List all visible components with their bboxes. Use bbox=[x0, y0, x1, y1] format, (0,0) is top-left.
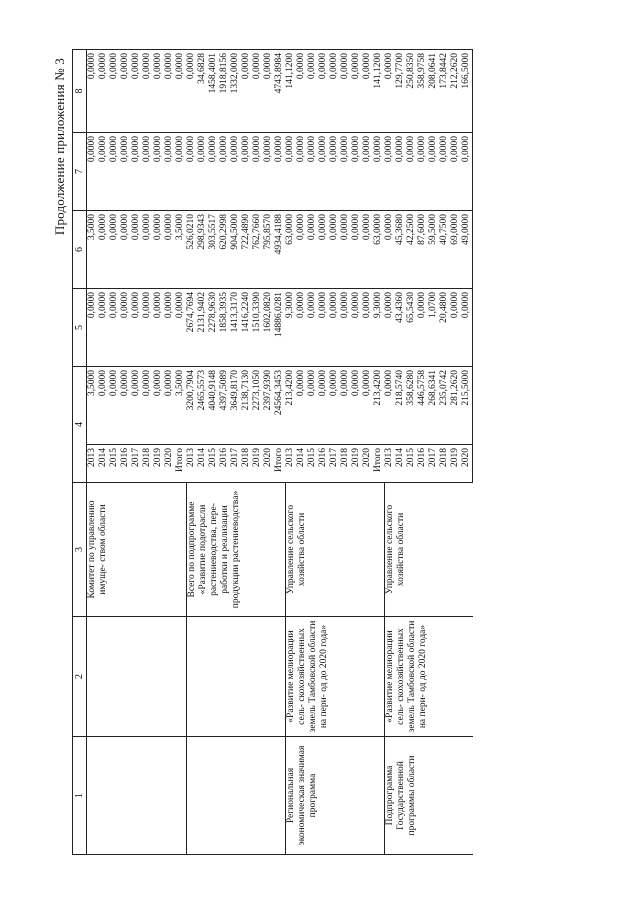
amount-cell: 0,0000 bbox=[296, 367, 307, 445]
amount-cell: 303,5517 bbox=[208, 211, 219, 289]
amount-cell: 166,5000 bbox=[461, 50, 473, 133]
year-cell: 2013 bbox=[285, 445, 296, 483]
amount-cell: 2273,1050 bbox=[252, 367, 263, 445]
amount-cell: 0,0000 bbox=[340, 50, 351, 133]
amount-cell: 0,0000 bbox=[98, 211, 109, 289]
amount-cell: 129,7700 bbox=[395, 50, 406, 133]
year-cell: 2016 bbox=[417, 445, 428, 483]
amount-cell: 0,0000 bbox=[329, 211, 340, 289]
amount-cell: 0,0000 bbox=[340, 367, 351, 445]
amount-cell: 0,0000 bbox=[318, 367, 329, 445]
year-cell: 2017 bbox=[428, 445, 439, 483]
amount-cell: 0,0000 bbox=[164, 133, 175, 211]
year-cell: 2015 bbox=[109, 445, 120, 483]
amount-cell: 0,0000 bbox=[164, 50, 175, 133]
amount-cell: 0,0000 bbox=[428, 133, 439, 211]
amount-cell: 0,0000 bbox=[164, 367, 175, 445]
amount-cell: 0,0000 bbox=[417, 133, 428, 211]
program-name-cell: «Развитие мелиорации сель- скохозяйственных земель Тамбовской области на пери- од до 2020 года» bbox=[285, 617, 384, 737]
amount-cell: 3,5000 bbox=[87, 367, 99, 445]
amount-cell: 1602,0820 bbox=[263, 289, 274, 367]
amount-cell: 0,0000 bbox=[230, 133, 241, 211]
amount-cell: 0,0000 bbox=[384, 289, 395, 367]
amount-cell: 298,9343 bbox=[197, 211, 208, 289]
amount-cell: 0,0000 bbox=[296, 289, 307, 367]
year-cell: 2013 bbox=[87, 445, 99, 483]
amount-cell: 0,0000 bbox=[120, 289, 131, 367]
amount-cell: 0,0000 bbox=[131, 133, 142, 211]
table-row bbox=[87, 50, 99, 855]
amount-cell: 0,0000 bbox=[329, 50, 340, 133]
table-row bbox=[186, 50, 197, 855]
amount-cell: 0,0000 bbox=[252, 133, 263, 211]
amount-cell: 0,0000 bbox=[164, 289, 175, 367]
year-cell: 2016 bbox=[120, 445, 131, 483]
amount-cell: 1458,4001 bbox=[208, 50, 219, 133]
amount-cell: 0,0000 bbox=[296, 50, 307, 133]
year-cell: 2014 bbox=[197, 445, 208, 483]
amount-cell: 141,1200 bbox=[373, 50, 384, 133]
amount-cell: 268,6341 bbox=[428, 367, 439, 445]
executor-cell: Комитет по управлению имуще- ством области bbox=[87, 483, 187, 617]
amount-cell: 0,0000 bbox=[307, 133, 318, 211]
year-cell: Итого bbox=[175, 445, 186, 483]
amount-cell: 3649,8170 bbox=[230, 367, 241, 445]
amount-cell: 63,0000 bbox=[285, 211, 296, 289]
amount-cell: 0,0000 bbox=[296, 133, 307, 211]
amount-cell: 0,0000 bbox=[131, 50, 142, 133]
amount-cell: 0,0000 bbox=[153, 289, 164, 367]
amount-cell: 0,0000 bbox=[197, 133, 208, 211]
amount-cell: 212,2620 bbox=[450, 50, 461, 133]
header-cell: 6 bbox=[73, 211, 87, 289]
year-cell: 2018 bbox=[439, 445, 450, 483]
program-name-cell bbox=[186, 617, 285, 737]
table-row bbox=[285, 50, 296, 855]
year-cell: 2020 bbox=[461, 445, 473, 483]
amount-cell: 3,5000 bbox=[175, 367, 186, 445]
amount-cell: 4743,8984 bbox=[274, 50, 285, 133]
amount-cell: 0,0000 bbox=[340, 133, 351, 211]
amount-cell: 0,0000 bbox=[362, 367, 373, 445]
year-cell: 2018 bbox=[142, 445, 153, 483]
amount-cell: 9,3000 bbox=[285, 289, 296, 367]
amount-cell: 1918,8156 bbox=[219, 50, 230, 133]
amount-cell: 358,9758 bbox=[417, 50, 428, 133]
amount-cell: 0,0000 bbox=[395, 133, 406, 211]
amount-cell: 4040,9148 bbox=[208, 367, 219, 445]
amount-cell: 40,7500 bbox=[439, 211, 450, 289]
amount-cell: 0,0000 bbox=[329, 367, 340, 445]
header-cell: 1 bbox=[73, 737, 87, 855]
amount-cell: 0,0000 bbox=[175, 50, 186, 133]
amount-cell: 34,6828 bbox=[197, 50, 208, 133]
amount-cell: 2278,9630 bbox=[208, 289, 219, 367]
year-cell: 2016 bbox=[318, 445, 329, 483]
amount-cell: 0,0000 bbox=[318, 133, 329, 211]
amount-cell: 42,2500 bbox=[406, 211, 417, 289]
amount-cell: 0,0000 bbox=[318, 211, 329, 289]
amount-cell: 0,0000 bbox=[351, 50, 362, 133]
appendix-caption: Продолжение приложения № 3 bbox=[52, 58, 67, 236]
amount-cell: 2674,7694 bbox=[186, 289, 197, 367]
year-cell: 2013 bbox=[186, 445, 197, 483]
amount-cell: 0,0000 bbox=[340, 211, 351, 289]
header-cell: 3 bbox=[73, 483, 87, 617]
header-cell: 7 bbox=[73, 133, 87, 211]
executor-cell: Всего по подпрограмме «Развитие подотрасли растениеводства, пере- работки и реализации продукции растениеводства» bbox=[186, 483, 285, 617]
header-cell: 8 bbox=[73, 50, 87, 133]
program-type-cell: Подпрограмма Государственной программы области bbox=[384, 737, 473, 855]
amount-cell: 0,0000 bbox=[417, 289, 428, 367]
year-cell: 2014 bbox=[395, 445, 406, 483]
amount-cell: 0,0000 bbox=[252, 50, 263, 133]
year-cell: 2017 bbox=[329, 445, 340, 483]
amount-cell: 0,0000 bbox=[461, 133, 473, 211]
amount-cell: 0,0000 bbox=[362, 211, 373, 289]
header-cell: 4 bbox=[73, 367, 87, 483]
amount-cell: 2465,5573 bbox=[197, 367, 208, 445]
amount-cell: 0,0000 bbox=[109, 289, 120, 367]
amount-cell: 0,0000 bbox=[98, 133, 109, 211]
amount-cell: 0,0000 bbox=[153, 211, 164, 289]
amount-cell: 0,0000 bbox=[362, 289, 373, 367]
amount-cell: 1510,3390 bbox=[252, 289, 263, 367]
amount-cell: 0,0000 bbox=[296, 211, 307, 289]
amount-cell: 0,0000 bbox=[384, 211, 395, 289]
amount-cell: 0,0000 bbox=[351, 133, 362, 211]
amount-cell: 0,0000 bbox=[120, 50, 131, 133]
amount-cell: 87,6000 bbox=[417, 211, 428, 289]
amount-cell: 0,0000 bbox=[153, 367, 164, 445]
amount-cell: 0,0000 bbox=[131, 211, 142, 289]
amount-cell: 0,0000 bbox=[285, 133, 296, 211]
amount-cell: 0,0000 bbox=[351, 367, 362, 445]
amount-cell: 0,0000 bbox=[120, 133, 131, 211]
amount-cell: 218,5740 bbox=[395, 367, 406, 445]
amount-cell: 0,0000 bbox=[131, 289, 142, 367]
amount-cell: 0,0000 bbox=[98, 50, 109, 133]
amount-cell: 0,0000 bbox=[307, 50, 318, 133]
amount-cell: 65,5430 bbox=[406, 289, 417, 367]
table-body bbox=[73, 50, 473, 855]
amount-cell: 2131,9402 bbox=[197, 289, 208, 367]
amount-cell: 1416,2240 bbox=[241, 289, 252, 367]
amount-cell: 3,5000 bbox=[175, 211, 186, 289]
table-row bbox=[384, 50, 395, 855]
executor-cell: Управление сельского хозяйства области bbox=[285, 483, 384, 617]
amount-cell: 59,5000 bbox=[428, 211, 439, 289]
amount-cell: 141,1200 bbox=[285, 50, 296, 133]
executor-cell: Управление сельского хозяйства области bbox=[384, 483, 473, 617]
amount-cell: 0,0000 bbox=[142, 50, 153, 133]
amount-cell: 2397,9390 bbox=[263, 367, 274, 445]
program-type-cell: Региональная экономическая значимая программа bbox=[285, 737, 384, 855]
amount-cell: 0,0000 bbox=[241, 50, 252, 133]
year-cell: Итого bbox=[373, 445, 384, 483]
header-cell: 2 bbox=[73, 617, 87, 737]
amount-cell: 0,0000 bbox=[131, 367, 142, 445]
amount-cell: 3200,7904 bbox=[186, 367, 197, 445]
header-cell: 5 bbox=[73, 289, 87, 367]
amount-cell: 795,8570 bbox=[263, 211, 274, 289]
amount-cell: 0,0000 bbox=[153, 50, 164, 133]
amount-cell: 0,0000 bbox=[87, 289, 99, 367]
year-cell: 2019 bbox=[153, 445, 164, 483]
amount-cell: 63,0000 bbox=[373, 211, 384, 289]
year-cell: 2014 bbox=[296, 445, 307, 483]
amount-cell: 358,6280 bbox=[406, 367, 417, 445]
year-cell: 2020 bbox=[362, 445, 373, 483]
amount-cell: 0,0000 bbox=[329, 133, 340, 211]
amount-cell: 0,0000 bbox=[307, 211, 318, 289]
amount-cell: 43,4360 bbox=[395, 289, 406, 367]
amount-cell: 3,5000 bbox=[87, 211, 99, 289]
amount-cell: 0,0000 bbox=[461, 289, 473, 367]
amount-cell: 0,0000 bbox=[384, 50, 395, 133]
year-cell: 2019 bbox=[351, 445, 362, 483]
amount-cell: 0,0000 bbox=[164, 211, 175, 289]
amount-cell: 0,0000 bbox=[450, 289, 461, 367]
amount-cell: 208,0641 bbox=[428, 50, 439, 133]
amount-cell: 0,0000 bbox=[263, 50, 274, 133]
amount-cell: 0,0000 bbox=[87, 50, 99, 133]
amount-cell: 0,0000 bbox=[142, 289, 153, 367]
year-cell: 2014 bbox=[98, 445, 109, 483]
amount-cell: 0,0000 bbox=[98, 289, 109, 367]
year-cell: 2018 bbox=[340, 445, 351, 483]
year-cell: 2020 bbox=[164, 445, 175, 483]
amount-cell: 0,0000 bbox=[318, 50, 329, 133]
amount-cell: 620,2998 bbox=[219, 211, 230, 289]
amount-cell: 215,5000 bbox=[461, 367, 473, 445]
amount-cell: 0,0000 bbox=[186, 133, 197, 211]
amount-cell: 0,0000 bbox=[307, 367, 318, 445]
amount-cell: 0,0000 bbox=[120, 211, 131, 289]
amount-cell: 1413,3170 bbox=[230, 289, 241, 367]
year-cell: 2016 bbox=[219, 445, 230, 483]
program-type-cell bbox=[186, 737, 285, 855]
amount-cell: 45,3680 bbox=[395, 211, 406, 289]
amount-cell: 14886,0281 bbox=[274, 289, 285, 367]
amount-cell: 49,0000 bbox=[461, 211, 473, 289]
year-cell: 2018 bbox=[241, 445, 252, 483]
amount-cell: 0,0000 bbox=[109, 211, 120, 289]
amount-cell: 20,4800 bbox=[439, 289, 450, 367]
amount-cell: 9,3000 bbox=[373, 289, 384, 367]
amount-cell: 281,2620 bbox=[450, 367, 461, 445]
amount-cell: 0,0000 bbox=[109, 133, 120, 211]
amount-cell: 0,0000 bbox=[142, 367, 153, 445]
amount-cell: 4934,4188 bbox=[274, 211, 285, 289]
amount-cell: 0,0000 bbox=[263, 133, 274, 211]
amount-cell: 1858,3935 bbox=[219, 289, 230, 367]
amount-cell: 0,0000 bbox=[373, 133, 384, 211]
amount-cell: 1332,0000 bbox=[230, 50, 241, 133]
amount-cell: 0,0000 bbox=[87, 133, 99, 211]
amount-cell: 0,0000 bbox=[186, 50, 197, 133]
amount-cell: 0,0000 bbox=[384, 133, 395, 211]
year-cell: 2017 bbox=[131, 445, 142, 483]
amount-cell: 0,0000 bbox=[274, 133, 285, 211]
amount-cell: 0,0000 bbox=[351, 211, 362, 289]
amount-cell: 213,4200 bbox=[285, 367, 296, 445]
amount-cell: 250,8350 bbox=[406, 50, 417, 133]
year-cell: 2020 bbox=[263, 445, 274, 483]
year-cell: 2019 bbox=[450, 445, 461, 483]
amount-cell: 0,0000 bbox=[340, 289, 351, 367]
program-type-cell bbox=[87, 737, 187, 855]
amount-cell: 0,0000 bbox=[153, 133, 164, 211]
amount-cell: 0,0000 bbox=[142, 133, 153, 211]
amount-cell: 2138,7130 bbox=[241, 367, 252, 445]
amount-cell: 1,0700 bbox=[428, 289, 439, 367]
program-name-cell: «Развитие мелиорации сель- скохозяйственных земель Тамбовской области на пери- од до 2020 года» bbox=[384, 617, 473, 737]
amount-cell: 722,4890 bbox=[241, 211, 252, 289]
amount-cell: 0,0000 bbox=[406, 133, 417, 211]
year-cell: 2015 bbox=[406, 445, 417, 483]
amount-cell: 69,0000 bbox=[450, 211, 461, 289]
amount-cell: 0,0000 bbox=[318, 289, 329, 367]
amount-cell: 0,0000 bbox=[142, 211, 153, 289]
amount-cell: 0,0000 bbox=[362, 133, 373, 211]
amount-cell: 0,0000 bbox=[120, 367, 131, 445]
amount-cell: 213,4200 bbox=[373, 367, 384, 445]
amount-cell: 235,0742 bbox=[439, 367, 450, 445]
amount-cell: 0,0000 bbox=[175, 289, 186, 367]
program-name-cell bbox=[87, 617, 187, 737]
header-row bbox=[73, 50, 87, 855]
amount-cell: 0,0000 bbox=[307, 289, 318, 367]
amount-cell: 0,0000 bbox=[98, 367, 109, 445]
amount-cell: 0,0000 bbox=[208, 133, 219, 211]
amount-cell: 762,7660 bbox=[252, 211, 263, 289]
year-cell: Итого bbox=[274, 445, 285, 483]
amount-cell: 526,0210 bbox=[186, 211, 197, 289]
amount-cell: 0,0000 bbox=[362, 50, 373, 133]
amount-cell: 0,0000 bbox=[384, 367, 395, 445]
year-cell: 2019 bbox=[252, 445, 263, 483]
amount-cell: 0,0000 bbox=[109, 367, 120, 445]
amount-cell: 0,0000 bbox=[219, 133, 230, 211]
amount-cell: 0,0000 bbox=[450, 133, 461, 211]
amount-cell: 0,0000 bbox=[109, 50, 120, 133]
amount-cell: 446,5758 bbox=[417, 367, 428, 445]
amount-cell: 0,0000 bbox=[175, 133, 186, 211]
year-cell: 2013 bbox=[384, 445, 395, 483]
amount-cell: 173,8442 bbox=[439, 50, 450, 133]
amount-cell: 904,5000 bbox=[230, 211, 241, 289]
amount-cell: 0,0000 bbox=[329, 289, 340, 367]
amount-cell: 0,0000 bbox=[351, 289, 362, 367]
amount-cell: 4397,5089 bbox=[219, 367, 230, 445]
amount-cell: 0,0000 bbox=[241, 133, 252, 211]
year-cell: 2015 bbox=[208, 445, 219, 483]
year-cell: 2017 bbox=[230, 445, 241, 483]
budget-table bbox=[72, 49, 473, 855]
rotated-table-sheet bbox=[50, 50, 590, 855]
year-cell: 2015 bbox=[307, 445, 318, 483]
amount-cell: 24564,3453 bbox=[274, 367, 285, 445]
amount-cell: 0,0000 bbox=[439, 133, 450, 211]
